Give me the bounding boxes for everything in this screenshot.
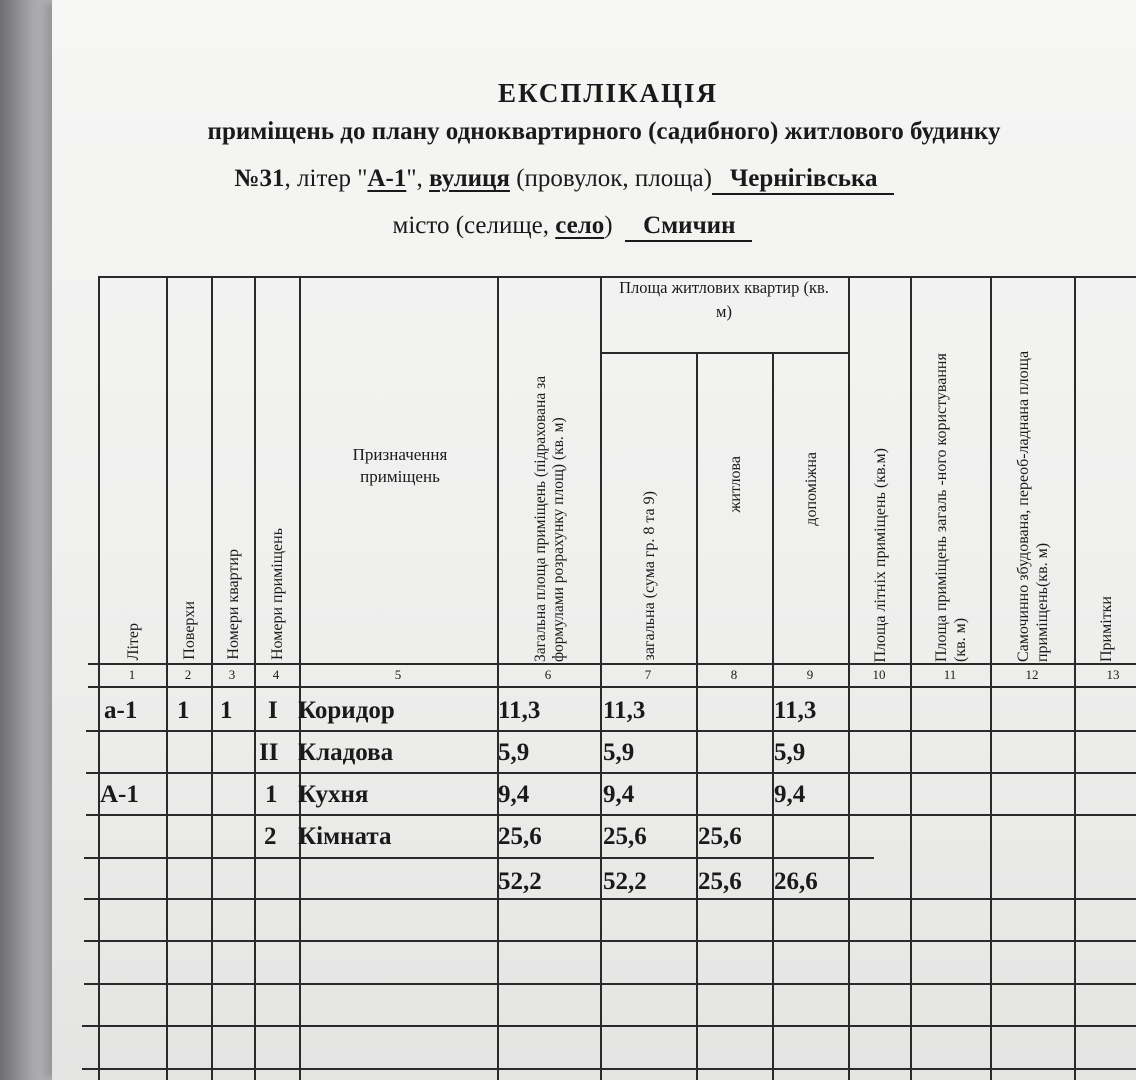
header-notes: Примітки bbox=[1097, 595, 1115, 662]
cell-room: II bbox=[259, 739, 279, 766]
cell-room: I bbox=[268, 697, 278, 724]
litera-value: А-1 bbox=[367, 165, 407, 192]
column-number: 5 bbox=[394, 667, 402, 682]
header-liter: Літер bbox=[124, 622, 142, 660]
header-total-area: Загальна площа приміщень (підрахована за формулами розрахунку площ) (кв. м) bbox=[531, 375, 567, 662]
header-apt-total: загальна (сума гр. 8 та 9) bbox=[640, 490, 658, 660]
cell-apartment: 1 bbox=[220, 697, 233, 724]
cell-apt-total: 9,4 bbox=[603, 781, 635, 808]
column-number: 3 bbox=[228, 667, 236, 682]
apt-total-sum: 52,2 bbox=[603, 868, 647, 895]
column-number: 7 bbox=[644, 667, 652, 682]
column-number: 10 bbox=[872, 667, 886, 682]
cell-apt-total: 5,9 bbox=[603, 739, 635, 766]
cell-aux: 9,4 bbox=[774, 781, 806, 808]
village-name: Смичин bbox=[625, 212, 751, 242]
cell-aux: 5,9 bbox=[774, 739, 806, 766]
cell-living: 25,6 bbox=[698, 823, 742, 850]
header-apartment-area-group: Площа житлових квартир (кв. м) bbox=[619, 278, 829, 321]
cell-purpose: Кладова bbox=[298, 739, 394, 766]
total-area-sum: 52,2 bbox=[498, 868, 542, 895]
cell-room: 2 bbox=[264, 823, 277, 850]
cell-total: 9,4 bbox=[498, 781, 530, 808]
cell-aux: 11,3 bbox=[774, 697, 817, 724]
cell-apt-total: 25,6 bbox=[603, 823, 647, 850]
street-word: вулиця bbox=[429, 165, 510, 192]
column-number: 13 bbox=[1106, 667, 1120, 682]
header-living: житлова bbox=[726, 456, 744, 513]
header-floors: Поверхи bbox=[181, 601, 198, 660]
cell-purpose: Кімната bbox=[298, 823, 392, 850]
header-summer-area: Площа літніх приміщень (кв.м) bbox=[871, 447, 889, 662]
cell-liter: а-1 bbox=[104, 697, 138, 724]
address-line: №31, літер "А-1", вулиця (провулок, площа) Чернігівська bbox=[0, 165, 1132, 195]
cell-total: 5,9 bbox=[498, 739, 530, 766]
cell-total: 11,3 bbox=[498, 697, 541, 724]
cell-floor: 1 bbox=[177, 697, 190, 724]
header-purpose: Призначення приміщень bbox=[352, 445, 448, 486]
city-line: місто (селище, село) Смичин bbox=[4, 212, 1136, 242]
column-number: 9 bbox=[806, 667, 814, 682]
column-number: 8 bbox=[730, 667, 738, 682]
cell-total: 25,6 bbox=[498, 823, 542, 850]
living-sum: 25,6 bbox=[698, 868, 742, 895]
header-auxiliary: допоміжна bbox=[802, 452, 820, 526]
column-number: 1 bbox=[128, 667, 136, 682]
cell-apt-total: 11,3 bbox=[603, 697, 646, 724]
document-title: ЕКСПЛІКАЦІЯ bbox=[497, 78, 719, 108]
column-number: 11 bbox=[943, 667, 957, 682]
column-number: 4 bbox=[272, 667, 280, 682]
column-number: 12 bbox=[1025, 667, 1039, 682]
aux-sum: 26,6 bbox=[774, 868, 818, 895]
cell-purpose: Коридор bbox=[298, 697, 395, 724]
column-number: 2 bbox=[184, 667, 192, 682]
header-unauthorized-area: Самочинно збудована, переоб-ладнана площа приміщень(кв. м) bbox=[1015, 350, 1051, 662]
header-common-area: Площа приміщень загаль -ного користування (кв. м) bbox=[933, 353, 969, 662]
cell-liter: А-1 bbox=[100, 781, 139, 808]
house-number: №31 bbox=[234, 165, 285, 192]
header-apartments: Номери квартир bbox=[225, 549, 242, 660]
document-subtitle: приміщень до плану одноквартирного (садибного) житлового будинку bbox=[207, 118, 1001, 145]
village-word: село bbox=[555, 212, 605, 239]
header-room-numbers: Номери приміщень bbox=[269, 527, 286, 660]
cell-purpose: Кухня bbox=[298, 781, 369, 808]
cell-room: 1 bbox=[265, 781, 278, 808]
column-number: 6 bbox=[544, 667, 552, 682]
street-name: Чернігівська bbox=[712, 165, 894, 195]
